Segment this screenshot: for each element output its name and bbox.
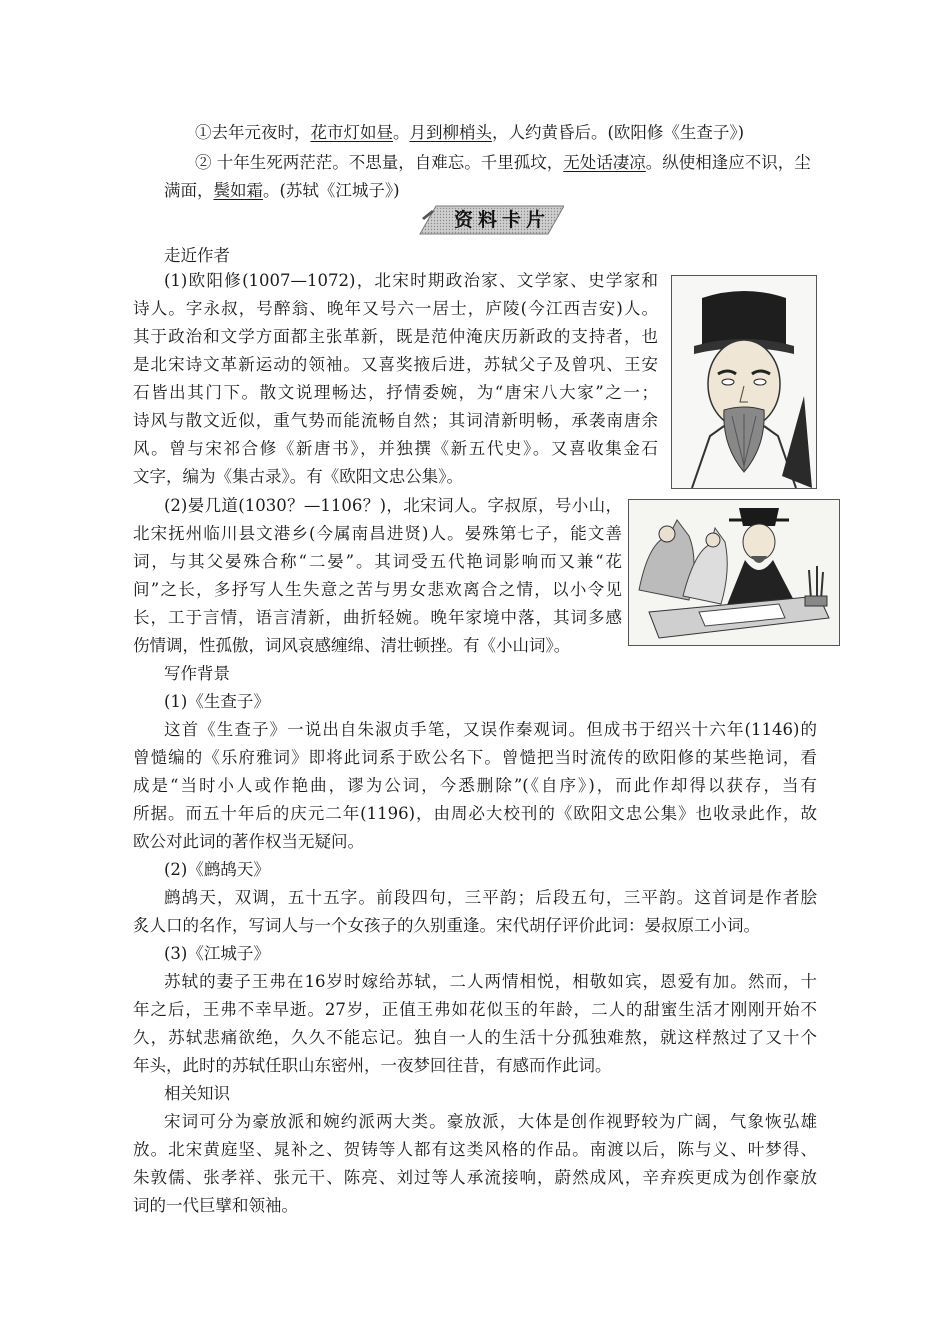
subsection-title: (3)《江城子》 [164, 944, 270, 963]
text-line: 所据。而五十年后的庆元二年(1196)，由周必大校刊的《欧阳文忠公集》也收录此作，故 [133, 804, 817, 823]
text-line: 年头，此时的苏轼任职山东密州，一夜梦回往昔，有感而作此词。 [133, 1056, 612, 1075]
underlined-phrase: 无处话凄凉 [563, 153, 646, 172]
text-line: 年之后，王弗不幸早逝。27岁，正值王弗如花似玉的年龄，二人的甜蜜生活才刚刚开始不 [133, 1000, 817, 1019]
text-line: 诗人。字永叔，号醉翁、晚年又号六一居士，庐陵(今江西吉安)人。 [133, 299, 658, 318]
poem-line-2: ② 十年生死两茫茫。不思量，自难忘。千里孤坟，无处话凄凉。纵使相逢应不识，尘 [195, 153, 811, 172]
text-line: 词，与其父晏殊合称“二晏”。其词受五代艳词影响而又兼“花 [133, 552, 622, 571]
yan-jidao-illustration [628, 499, 840, 646]
ouyang-xiu-portrait [671, 275, 817, 489]
text-line: 曾慥编的《乐府雅词》即将此词系于欧公名下。曾慥把当时流传的欧阳修的某些艳词，看 [133, 748, 817, 767]
underlined-phrase: 鬓如霜 [213, 181, 263, 200]
banner-title: 资料卡片 [453, 209, 550, 231]
text-line: 成是“当时小人或作艳曲，谬为公词，今悉删除”(《自序》)，而此作却得以获存，当有 [133, 776, 817, 795]
text-line: 欧公对此词的著作权当无疑问。 [133, 832, 364, 851]
section-heading-background: 写作背景 [164, 664, 230, 683]
text-line: 鹧鸪天，双调，五十五字。前段四句，三平韵；后段五句，三平韵。这首词是作者脍 [164, 888, 817, 907]
text-line: 诗风与散文近似，重气势而能流畅自然；其词清新明畅，承袭南唐余 [133, 411, 658, 430]
text-line: 文字，编为《集古录》。有《欧阳文忠公集》。 [133, 467, 463, 486]
text-line: (1)欧阳修(1007—1072)，北宋时期政治家、文学家、史学家和 [164, 271, 658, 290]
text-line: 朱敦儒、张孝祥、张元干、陈亮、刘过等人承流接响，蔚然成风，辛弃疾更成为创作豪放 [133, 1168, 817, 1187]
subsection-title: (1)《生查子》 [164, 692, 270, 711]
text-line: 间”之长，多抒写人生失意之苦与男女悲欢离合之情，以小令见 [133, 580, 622, 599]
text-line: 炙人口的名作，写词人与一个女孩子的久别重逢。宋代胡仔评价此词：晏叔原工小词。 [133, 916, 760, 935]
text-line: 风。曾与宋祁合修《新唐书》，并独撰《新五代史》。又喜收集金石 [133, 439, 658, 458]
text-line: (2)晏几道(1030？—1106？)，北宋词人。字叔原，号小山， [164, 496, 622, 515]
section-heading-related: 相关知识 [164, 1084, 230, 1103]
text-line: 词的一代巨擘和领袖。 [133, 1196, 298, 1215]
text-line: 放。北宋黄庭坚、晁补之、贺铸等人都有这类风格的作品。南渡以后，陈与义、叶梦得、 [133, 1140, 817, 1159]
text-line: 苏轼的妻子王弗在16岁时嫁给苏轼，二人两情相悦，相敬如宾，恩爱有加。然而，十 [164, 972, 817, 991]
text-line: 伤情调，性孤傲，词风哀感缠绵、清壮顿挫。有《小山词》。 [133, 636, 571, 655]
text-line: 其于政治和文学方面都主张革新，既是范仲淹庆历新政的支持者，也 [133, 327, 658, 346]
underlined-phrase: 月到柳梢头 [409, 123, 492, 142]
text-line: 石皆出其门下。散文说理畅达，抒情委婉，为“唐宋八大家”之一； [133, 383, 658, 402]
poem-line-1: ①去年元夜时，花市灯如昼。月到柳梢头，人约黄昏后。(欧阳修《生查子》) [195, 123, 745, 142]
text-line: 长，工于言情，语言清新，曲折轻婉。晚年家境中落，其词多感 [133, 608, 622, 627]
text-line: 北宋抚州临川县文港乡(今属南昌进贤)人。晏殊第七子，能文善 [133, 524, 622, 543]
poem-line-3: 满面，鬓如霜。(苏轼《江城子》) [164, 181, 400, 200]
underlined-phrase: 花市灯如昼 [310, 123, 393, 142]
text-line: 是北宋诗文革新运动的领袖。又喜奖掖后进，苏轼父子及曾巩、王安 [133, 355, 658, 374]
text-line: 这首《生查子》一说出自朱淑贞手笔，又误作秦观词。但成书于绍兴十六年(1146)的 [164, 720, 817, 739]
text-line: 久，苏轼悲痛欲绝，久久不能忘记。独自一人的生活十分孤独难熬，就这样熬过了又十个 [133, 1028, 817, 1047]
section-heading-author: 走近作者 [164, 246, 230, 265]
subsection-title: (2)《鹧鸪天》 [164, 860, 270, 879]
text-line: 宋词可分为豪放派和婉约派两大类。豪放派，大体是创作视野较为广阔，气象恢弘雄 [164, 1112, 817, 1131]
